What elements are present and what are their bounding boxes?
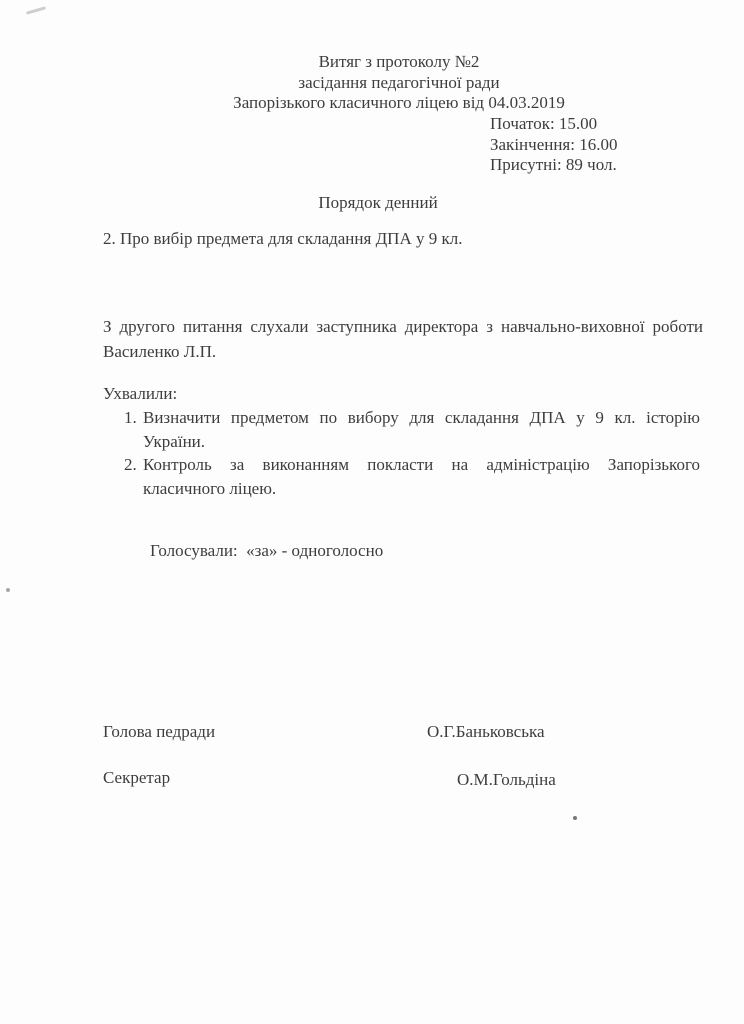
- title-line: засідання педагогічної ради: [298, 72, 500, 92]
- signature-name: О.М.Гольдіна: [457, 770, 556, 789]
- meta-end-time: Закінчення: 16.00: [490, 134, 618, 154]
- scan-speck: [6, 588, 10, 592]
- signature-role: Голова педради: [103, 722, 216, 741]
- resolution-item: [124, 406, 700, 453]
- hearing-paragraph: [103, 314, 703, 364]
- meta-attendees: Присутні: 89 чол.: [490, 155, 617, 174]
- resolution-item-line: класичного ліцею.: [143, 478, 277, 498]
- meta-start-time: Початок: 15.00: [490, 114, 598, 133]
- resolution-item-line: Контроль за виконанням покласти на адміністрацію Запорізького: [143, 455, 700, 474]
- title-line: Витяг з протоколу №2: [318, 52, 480, 71]
- signature-row-chair: [103, 722, 703, 744]
- resolution-item-line: України.: [143, 431, 206, 451]
- signature-row-secretary: [103, 768, 703, 790]
- title-line: Запорізького класичного ліцею від 04.03.2019: [233, 93, 565, 112]
- resolution-item-number: 2.: [124, 455, 137, 474]
- vote-result-line: Голосували: «за» - одноголосно: [150, 541, 384, 560]
- resolution-label: Ухвалили:: [103, 384, 178, 403]
- resolution-item-number: 1.: [124, 408, 137, 427]
- agenda-heading: Порядок денний: [318, 193, 438, 212]
- meeting-meta: [490, 114, 617, 176]
- signature-role: Секретар: [103, 768, 171, 787]
- scan-speck: [573, 816, 577, 820]
- resolution-list: [124, 406, 700, 500]
- resolution-item-line: Визначити предметом по вибору для складання ДПА у 9 кл. історію: [143, 408, 700, 427]
- hearing-line: З другого питання слухали заступника директора з навчально-виховної роботи: [103, 317, 703, 336]
- resolution-item: [124, 453, 700, 500]
- agenda-item: 2. Про вибір предмета для складання ДПА у 9 кл.: [103, 229, 463, 248]
- document-title: [103, 52, 695, 114]
- hearing-line: Василенко Л.П.: [103, 342, 217, 361]
- signature-name: О.Г.Баньковська: [427, 722, 545, 741]
- pen-mark-artifact: [26, 6, 46, 14]
